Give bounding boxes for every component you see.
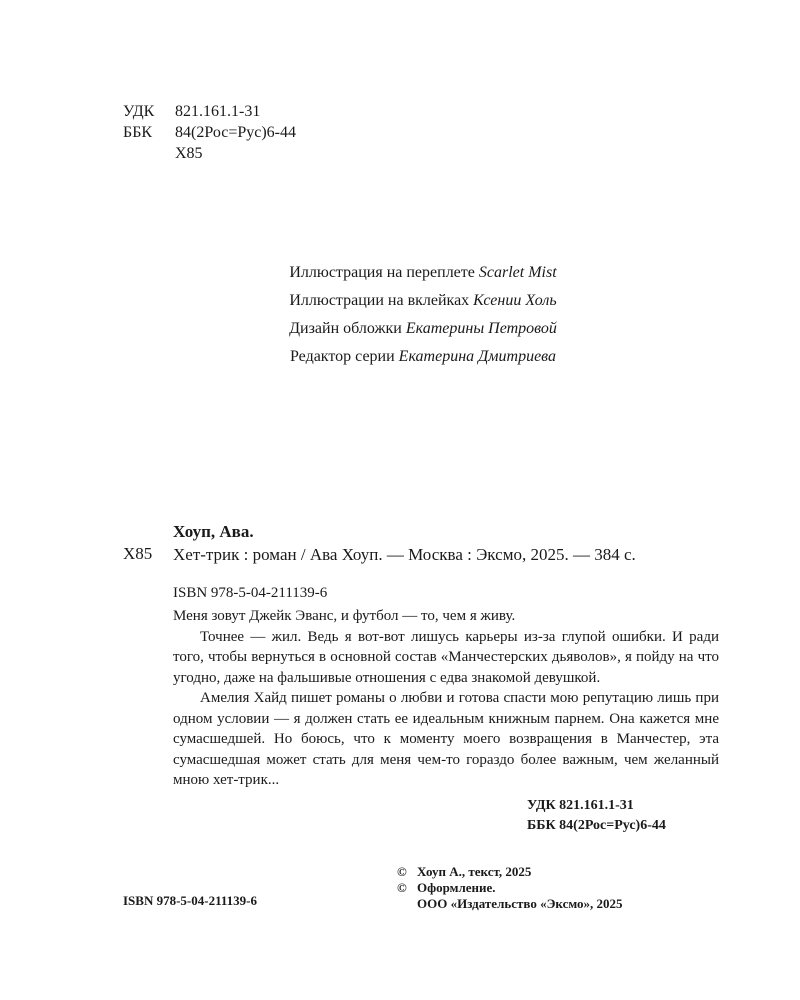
- annotation: [173, 606, 719, 791]
- udk-repeat: УДК 821.161.1-31: [527, 798, 634, 813]
- copyright-symbol: ©: [397, 880, 407, 895]
- publisher: ООО «Издательство «Эксмо», 2025: [417, 896, 623, 911]
- bbk-label: ББК: [123, 124, 153, 141]
- author-mark: Х85: [175, 145, 203, 162]
- footer-isbn: ISBN 978-5-04-211139-6: [123, 893, 257, 908]
- bbk-repeat: ББК 84(2Рос=Рус)6-44: [527, 818, 666, 833]
- copyright-design-row: [397, 880, 623, 896]
- publisher-row: [397, 896, 623, 912]
- record-author-mark: Х85: [123, 544, 153, 563]
- catalog-codes: [123, 101, 296, 164]
- annotation-paragraph: Меня зовут Джейк Эванс, и футбол — то, чем я живу.: [173, 608, 516, 624]
- credit-cover-design: Дизайн обложки Екатерины Петровой: [289, 320, 557, 337]
- copyright-symbol: ©: [397, 864, 407, 879]
- credit-cover-illustration: Иллюстрация на переплете Scarlet Mist: [289, 264, 557, 281]
- copyright-block: [397, 864, 623, 912]
- design-label: Оформление.: [417, 880, 496, 895]
- copyright-text-row: [397, 864, 623, 880]
- bibliographic-title-line: Хет-трик : роман / Ава Хоуп. — Москва : Эксмо, 2025. — 384 с.: [173, 545, 636, 564]
- credit-series-editor: Редактор серии Екатерина Дмитриева: [289, 348, 557, 365]
- udk-value: 821.161.1-31: [175, 103, 261, 120]
- annotation-paragraph: Точнее — жил. Ведь я вот-вот лишусь карьеры из-за глупой ошибки. И ради того, чтобы вернуться в основной состав «Манчестерских дьяволов», я пойду на что угодно, даже на фальшивые отношения с едва знакомой девушкой.: [173, 628, 719, 686]
- credit-insert-illustrations: Иллюстрации на вклейках Ксении Холь: [289, 292, 557, 309]
- udk-row: [123, 101, 296, 122]
- copyright-text: Хоуп А., текст, 2025: [417, 864, 532, 879]
- credits-block: [0, 259, 800, 371]
- bbk-value: 84(2Рос=Рус)6-44: [175, 124, 297, 141]
- author-mark-row: [123, 143, 296, 164]
- record-isbn: ISBN 978-5-04-211139-6: [173, 585, 328, 601]
- catalog-codes-repeat: [527, 796, 666, 836]
- annotation-paragraph: Амелия Хайд пишет романы о любви и готова спасти мою репутацию лишь при одном условии — я должен стать ее идеальным книжным парнем. Она кажется мне сумасшедшей. Но боюсь, что к моменту моего возвращения в Манчестер, эта сумасшедшая может стать для меня чем-то гораздо более важным, чем желанный мною хет-трик...: [173, 690, 719, 788]
- author-heading: Хоуп, Ава.: [173, 522, 254, 541]
- bbk-row: [123, 122, 296, 143]
- udk-label: УДК: [123, 103, 155, 120]
